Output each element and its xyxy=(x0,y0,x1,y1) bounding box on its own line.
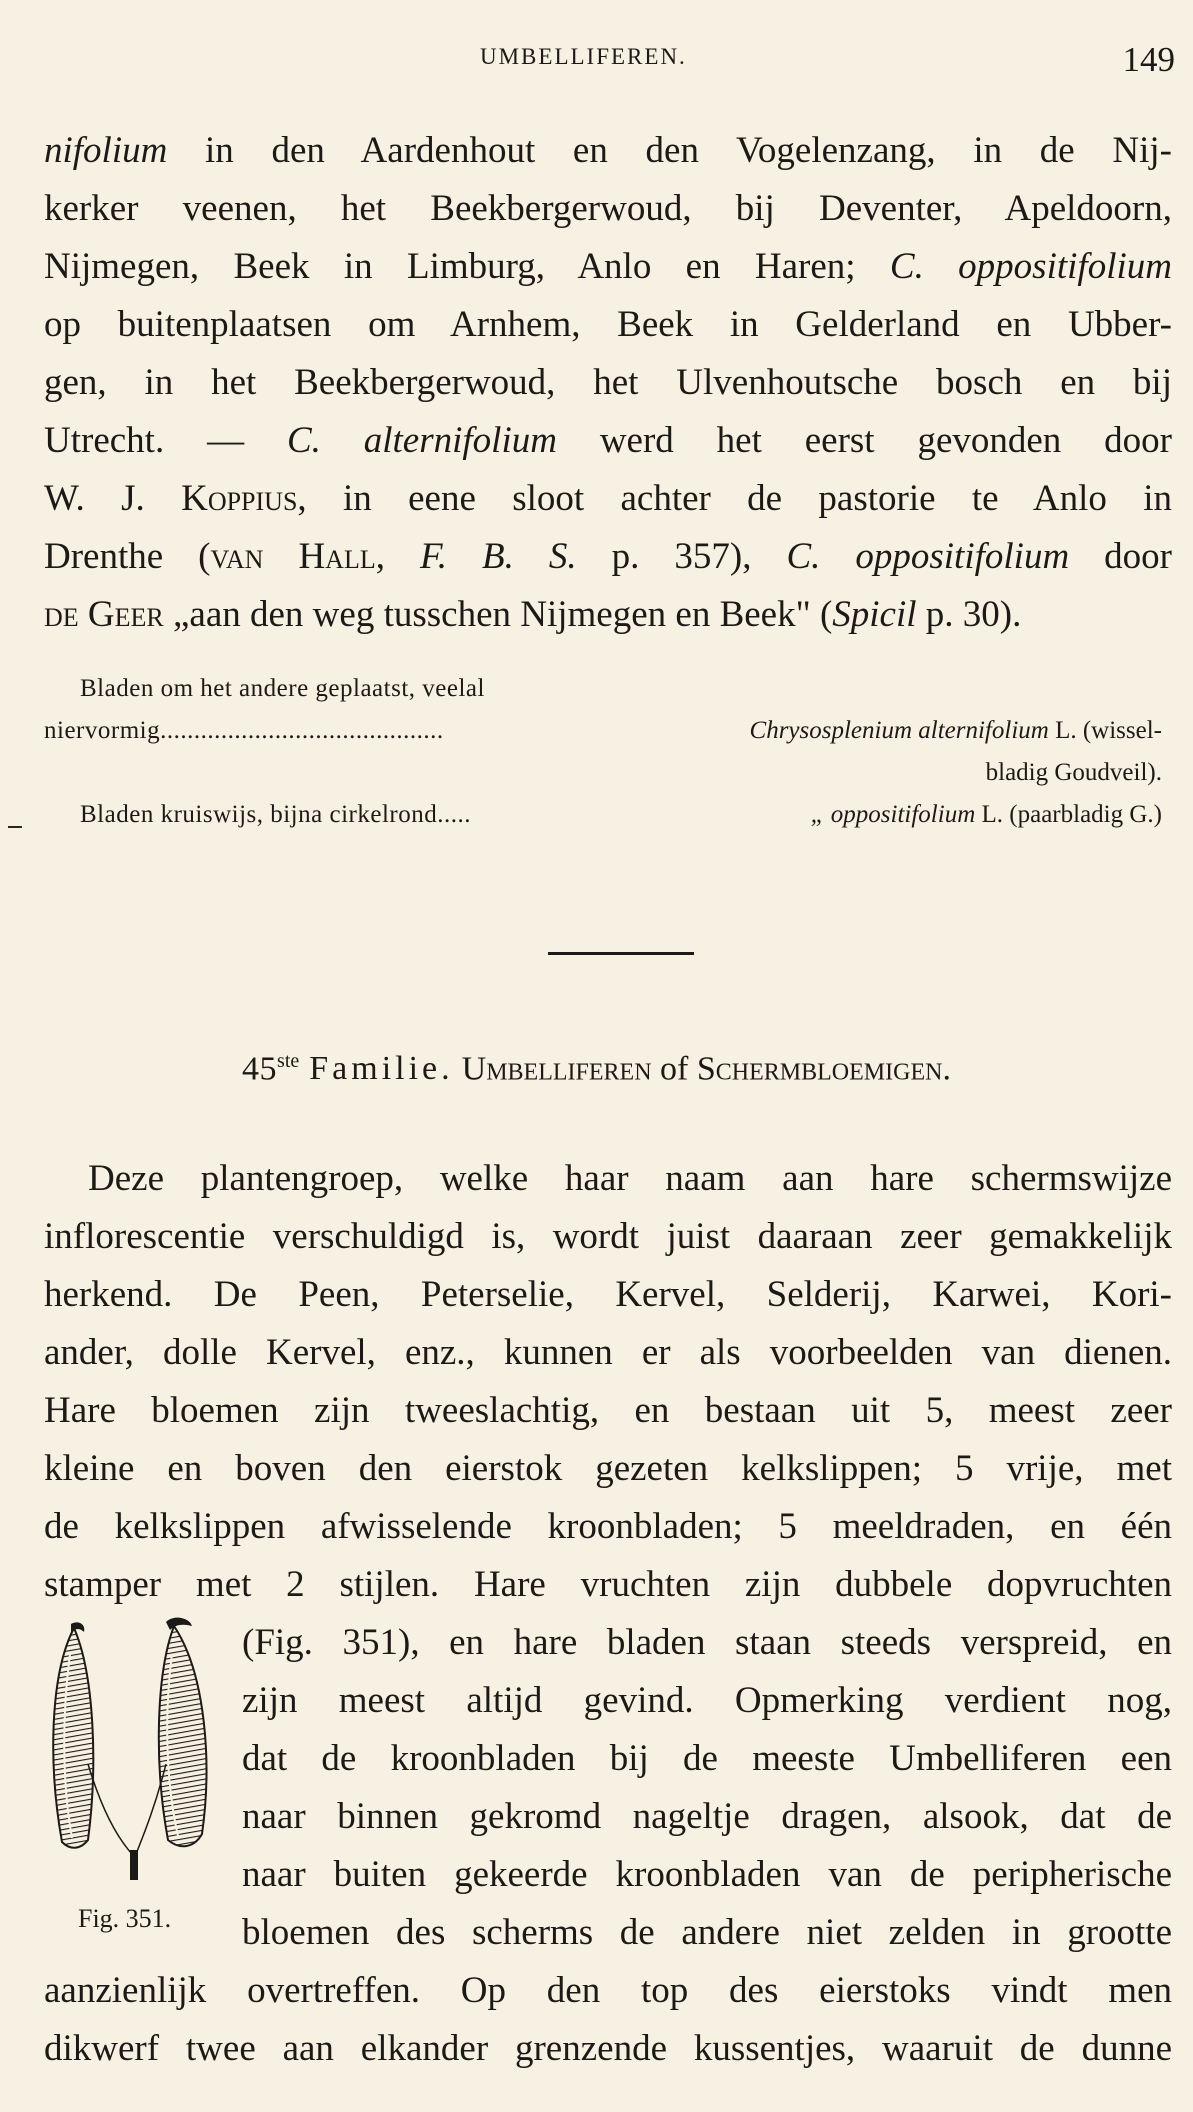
text-line: bloemen des scherms de andere niet zelden in grootte xyxy=(242,1912,1172,1953)
key-row xyxy=(44,710,1172,752)
text-line: (Fig. 351), en hare bladen staan steeds verspreid, en xyxy=(242,1622,1172,1663)
paragraph-localities xyxy=(44,122,1172,644)
text-line: inflorescentie verschuldigd is, wordt juist daaraan zeer gemakkelijk xyxy=(44,1216,1172,1257)
section-rule xyxy=(548,952,694,955)
text-line: Hare bloemen zijn tweeslachtig, en bestaan uit 5, meest zeer xyxy=(44,1390,1172,1431)
figure-351-double-achene xyxy=(44,1614,234,1884)
key-result: Chrysosplenium alternifolium L. (wissel- xyxy=(749,717,1162,744)
text-line: ander, dolle Kervel, enz., kunnen er als voorbeelden van dienen. xyxy=(44,1332,1172,1373)
text-line: de kelkslippen afwisselende kroonbladen; 5 meeldraden, en één xyxy=(44,1506,1172,1547)
key-row xyxy=(44,752,1172,794)
page-header xyxy=(0,40,1193,80)
margin-mark xyxy=(8,826,22,828)
text-line: Utrecht. — C. alternifolium werd het eerst gevonden door xyxy=(44,420,1172,461)
key-lead: Bladen kruiswijs, bijna cirkelrond..... xyxy=(80,801,471,828)
text-line: kerker veenen, het Beekbergerwoud, bij Deventer, Apeldoorn, xyxy=(44,188,1172,229)
text-line: dikwerf twee aan elkander grenzende kussentjes, waaruit de dunne xyxy=(44,2028,1172,2069)
text-line: de Geer „aan den weg tusschen Nijmegen en Beek" (Spicil p. 30). xyxy=(44,594,1022,635)
text-line: naar binnen gekromd nageltje dragen, alsook, dat de xyxy=(242,1796,1172,1837)
text-line: stamper met 2 stijlen. Hare vruchten zijn dubbele dopvruchten xyxy=(44,1564,1172,1605)
key-result: „ oppositifolium L. (paarbladig G.) xyxy=(810,801,1162,828)
page-number: 149 xyxy=(1122,40,1175,79)
key-result-cont: bladig Goudveil). xyxy=(985,759,1162,786)
text-line: nifolium in den Aardenhout en den Vogelenzang, in de Nij- xyxy=(44,130,1172,171)
text-line: zijn meest altijd gevind. Opmerking verdient nog, xyxy=(242,1680,1172,1721)
family-heading: 45ste Familie. Umbelliferen of Schermbloemigen. xyxy=(242,1050,951,1088)
running-head: UMBELLIFEREN. xyxy=(480,44,687,69)
text-line: Deze plantengroep, welke haar naam aan hare schermswijze xyxy=(88,1158,1172,1199)
key-lead: Bladen om het andere geplaatst, veelal xyxy=(80,675,485,702)
text-line: aanzienlijk overtreffen. Op den top des eierstoks vindt men xyxy=(44,1970,1172,2011)
text-line: herkend. De Peen, Peterselie, Kervel, Selderij, Karwei, Kori- xyxy=(44,1274,1172,1315)
text-line: op buitenplaatsen om Arnhem, Beek in Gelderland en Ubber- xyxy=(44,304,1172,345)
figure-caption: Fig. 351. xyxy=(78,1904,172,1933)
text-line: kleine en boven den eierstok gezeten kelkslippen; 5 vrije, met xyxy=(44,1448,1172,1489)
text-line: W. J. Koppius, in eene sloot achter de pastorie te Anlo in xyxy=(44,478,1172,519)
identification-key xyxy=(44,668,1172,836)
text-line: dat de kroonbladen bij de meeste Umbelliferen een xyxy=(242,1738,1172,1779)
text-line: Drenthe (van Hall, F. B. S. p. 357), C. oppositifolium door xyxy=(44,536,1172,577)
key-lead: niervormig.......................................... xyxy=(44,717,444,744)
key-row xyxy=(44,794,1172,836)
text-line: gen, in het Beekbergerwoud, het Ulvenhoutsche bosch en bij xyxy=(44,362,1172,403)
text-line: naar buiten gekeerde kroonbladen van de peripherische xyxy=(242,1854,1172,1895)
key-row xyxy=(44,668,1172,710)
text-line: Nijmegen, Beek in Limburg, Anlo en Haren; C. oppositifolium xyxy=(44,246,1172,287)
